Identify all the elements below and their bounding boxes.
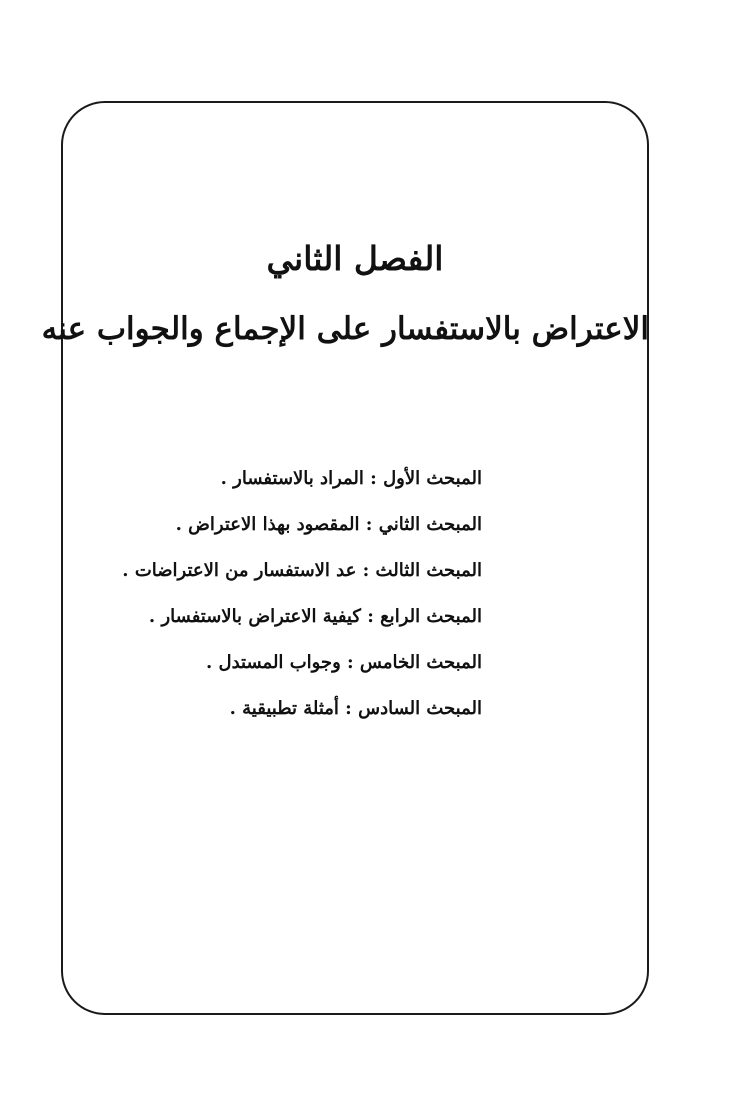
chapter-title: الفصل الثاني [266,239,444,278]
chapter-subtitle: الاعتراض بالاستفسار على الإجماع والجواب عنه [41,311,649,347]
sections-list [122,459,482,735]
section-item: المبحث الثالث : عد الاستفسار من الاعتراضات . [122,560,482,581]
section-item: المبحث الرابع : كيفية الاعتراض بالاستفسار . [148,606,482,627]
section-item: المبحث الخامس : وجواب المستدل . [205,652,482,673]
section-item: المبحث السادس : أمثلة تطبيقية . [229,698,482,719]
section-item: المبحث الأول : المراد بالاستفسار . [220,468,482,489]
section-item: المبحث الثاني : المقصود بهذا الاعتراض . [175,514,482,535]
